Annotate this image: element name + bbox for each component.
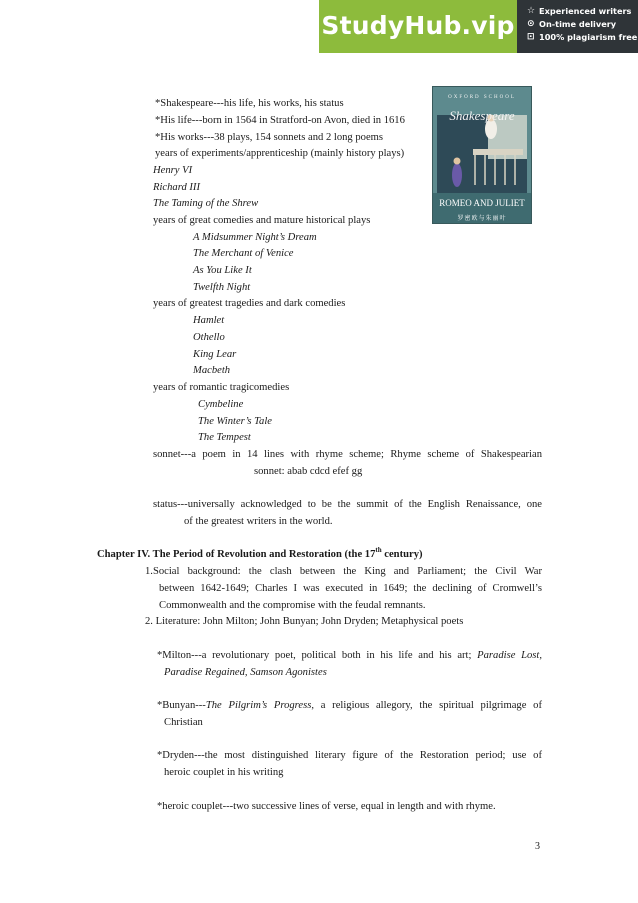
- feature-item: [527, 5, 638, 18]
- clock-icon: ⊙: [527, 19, 535, 29]
- feature-item: [527, 18, 638, 31]
- play-title: A Midsummer Night’s Dream: [193, 232, 317, 243]
- feature-item: [527, 31, 638, 44]
- text-line: [157, 648, 542, 665]
- feature-label: Experienced writers: [539, 6, 632, 16]
- play-title: Hamlet: [193, 315, 225, 326]
- text-line: *Dryden---the most distinguished literary figure of the Restoration period; use of: [157, 750, 542, 761]
- text-line: 1.Social background: the clash between the King and Parliament; the Civil War: [145, 566, 542, 577]
- play-title: The Tempest: [198, 432, 251, 443]
- play-title: The Winter’s Tale: [198, 416, 272, 427]
- page-number: 3: [535, 841, 540, 852]
- text-line: between 1642-1649; Charles I was executed in 1649; the declining of Cromwell’s: [159, 583, 542, 594]
- text-line: of the greatest writers in the world.: [184, 516, 333, 527]
- chapter-heading-text-end: century): [381, 549, 423, 560]
- cover-subtitle: 罗密欧与朱丽叶: [457, 216, 507, 222]
- cover-author: Shakespeare: [449, 107, 515, 123]
- text-line: years of great comedies and mature historical plays: [153, 215, 371, 226]
- work-title: Paradise Lost,: [477, 650, 542, 661]
- play-title: The Taming of the Shrew: [153, 198, 259, 209]
- chapter-heading-text: Chapter IV. The Period of Revolution and Restoration (the 17: [97, 549, 376, 560]
- check-icon: ⊡: [527, 32, 535, 42]
- text-line: heroic couplet in his writing: [164, 767, 284, 778]
- text-line: 2. Literature: John Milton; John Bunyan; John Dryden; Metaphysical poets: [145, 616, 464, 627]
- play-title: Henry VI: [153, 165, 193, 176]
- feature-label: On-time delivery: [539, 19, 617, 29]
- play-title: Cymbeline: [198, 399, 244, 410]
- brand-name[interactable]: StudyHub.vip: [321, 11, 515, 41]
- play-title: The Merchant of Venice: [193, 248, 294, 259]
- work-title: Paradise Regained, Samson Agonistes: [164, 667, 327, 678]
- text-line: years of experiments/apprenticeship (mainly history plays): [155, 148, 405, 159]
- text-line: Commonwealth and the compromise with the feudal remnants.: [159, 600, 426, 611]
- text-line: [157, 698, 542, 715]
- play-title: Othello: [193, 332, 225, 343]
- chapter-heading: [97, 547, 423, 564]
- play-title: King Lear: [193, 349, 237, 360]
- text-line: years of greatest tragedies and dark comedies: [153, 298, 346, 309]
- text-segment: , a religious allegory, the spiritual pilgrimage of: [311, 700, 542, 711]
- cover-title: ROMEO AND JULIET: [439, 198, 525, 208]
- text-line: sonnet: abab cdcd efef gg: [254, 466, 363, 477]
- text-line: *heroic couplet---two successive lines of verse, equal in length and with rhyme.: [157, 801, 496, 812]
- banner-logo-area[interactable]: [319, 0, 517, 53]
- work-title: The Pilgrim’s Progress: [205, 700, 312, 711]
- play-title: As You Like It: [193, 265, 252, 276]
- chapter-heading-superscript: th: [375, 546, 382, 554]
- text-line: *His works---38 plays, 154 sonnets and 2 long poems: [155, 132, 384, 143]
- text-line: Christian: [164, 717, 203, 728]
- cover-series: OXFORD SCHOOL: [448, 95, 516, 100]
- text-line: years of romantic tragicomedies: [153, 382, 290, 393]
- text-segment: *Milton---a revolutionary poet, political both in his life and his art;: [157, 650, 478, 661]
- cover-header: [433, 87, 531, 124]
- text-line: *His life---born in 1564 in Stratford-on Avon, died in 1616: [155, 115, 405, 126]
- play-title: Macbeth: [193, 365, 231, 376]
- star-icon: ☆: [527, 6, 536, 16]
- play-title: Richard III: [153, 182, 200, 193]
- text-segment: *Bunyan---: [157, 700, 206, 711]
- text-line: sonnet---a poem in 14 lines with rhyme scheme; Rhyme scheme of Shakespearian: [153, 449, 542, 460]
- text-line: *Shakespeare---his life, his works, his status: [155, 98, 344, 109]
- book-cover-image: [432, 86, 532, 224]
- text-line: status---universally acknowledged to be the summit of the English Renaissance, one: [153, 499, 542, 510]
- feature-label: 100% plagiarism free: [539, 32, 638, 42]
- banner-features: [517, 0, 638, 53]
- play-title: Twelfth Night: [193, 282, 251, 293]
- ad-banner[interactable]: [319, 0, 638, 53]
